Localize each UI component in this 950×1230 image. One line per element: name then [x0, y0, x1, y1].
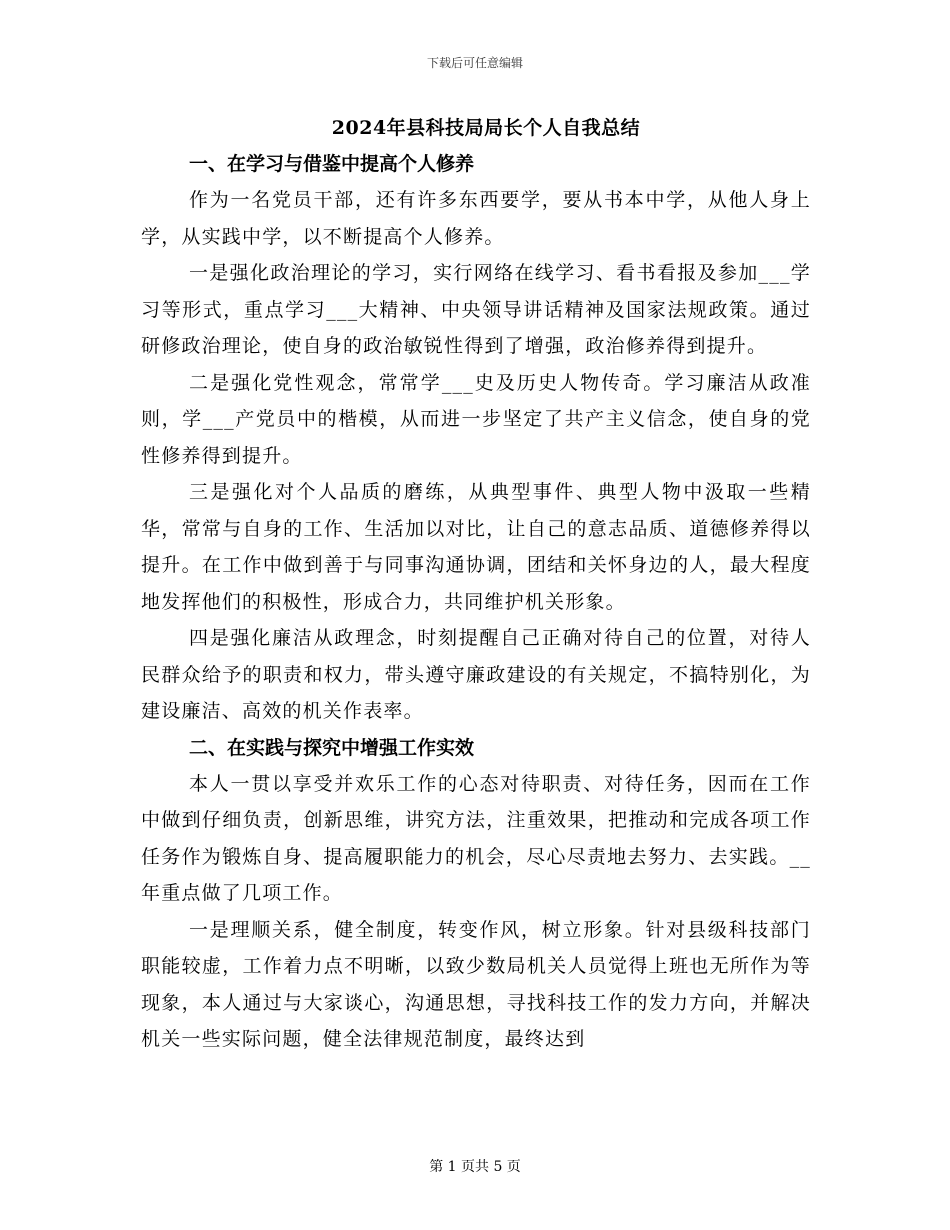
page-header-note: 下载后可任意编辑 [426, 56, 523, 70]
section-2 [141, 730, 811, 1058]
paragraph: 四是强化廉洁从政理念，时刻提醒自己正确对待自己的位置，对待人民群众给予的职责和权力，带头遵守廉政建设的有关规定，不搞特别化，为建设廉洁、高效的机关作表率。 [141, 627, 811, 722]
paragraph: 三是强化对个人品质的磨练，从典型事件、典型人物中汲取一些精华，常常与自身的工作、生活加以对比，让自己的意志品质、道德修养得以提升。在工作中做到善于与同事沟通协调，团结和关怀身边的人，最大程度地发挥他们的积极性，形成合力，共同维护机关形象。 [141, 481, 811, 613]
paragraph: 二是强化党性观念，常常学___史及历史人物传奇。学习廉洁从政准则，学___产党员中的楷模，从而进一步坚定了共产主义信念，使自身的党性修养得到提升。 [141, 371, 811, 467]
paragraph: 作为一名党员干部，还有许多东西要学，要从书本中学，从他人身上学，从实践中学，以不断提高个人修养。 [141, 189, 811, 248]
paragraph: 一是强化政治理论的学习，实行网络在线学习、看书看报及参加___学习等形式，重点学习___大精神、中央领导讲话精神及国家法规政策。通过研修政治理论，使自身的政治敏锐性得到了增强，政治修养得到提升。 [141, 262, 811, 357]
paragraph: 本人一贯以享受并欢乐工作的心态对待职责、对待任务，因而在工作中做到仔细负责，创新思维，讲究方法，注重效果，把推动和完成各项工作任务作为锻炼自身、提高履职能力的机会，尽心尽责地去努力、去实践。__年重点做了几项工作。 [141, 772, 811, 904]
document-body [141, 110, 811, 1058]
document-title: 2024年县科技局局长个人自我总结 [331, 117, 641, 139]
paragraph: 一是理顺关系，健全制度，转变作风，树立形象。针对县级科技部门职能较虚，工作着力点不明晰，以致少数局机关人员觉得上班也无所作为等现象，本人通过与大家谈心，沟通思想，寻找科技工作的发力方向，并解决机关一些实际问题，健全法律规范制度，最终达到 [141, 918, 811, 1050]
section-1 [141, 146, 811, 730]
section-heading: 二、在实践与探究中增强工作实效 [189, 736, 475, 759]
page-number-footer: 第 1 页共 5 页 [429, 1159, 521, 1175]
section-heading: 一、在学习与借鉴中提高个人修养 [189, 153, 475, 175]
